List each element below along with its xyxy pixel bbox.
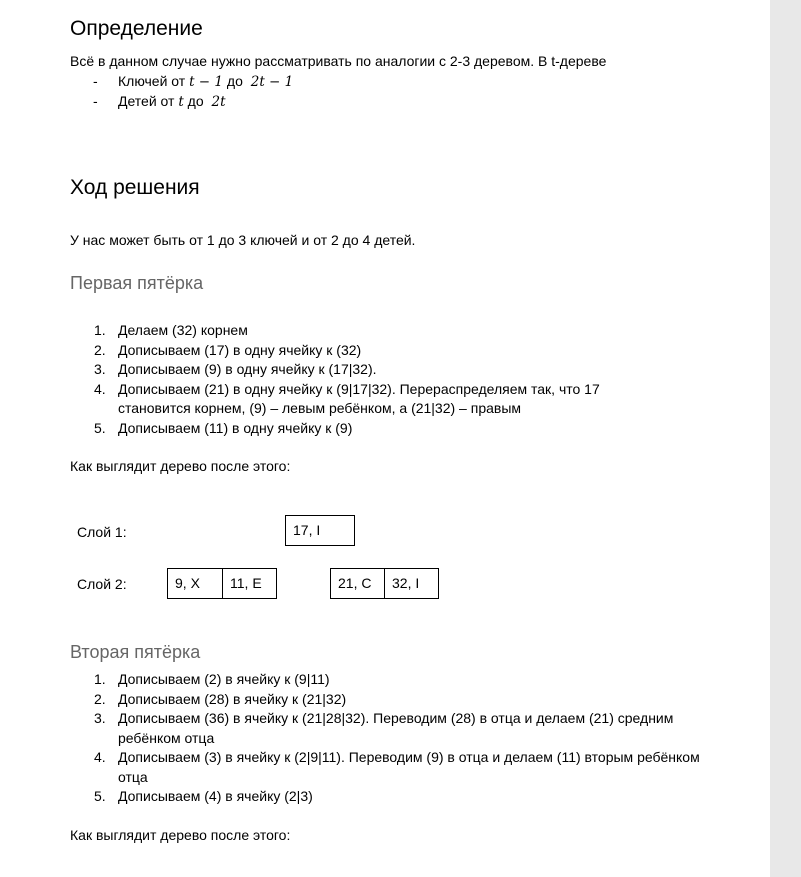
tree-node-cell: 32, I xyxy=(384,568,439,599)
second-five-steps xyxy=(70,670,718,807)
bullet-item xyxy=(0,92,770,112)
first-five-after-text: Как выглядит дерево после этого: xyxy=(70,458,291,474)
tree-node-cell: 9, X xyxy=(167,568,223,599)
list-item: 5. Дописываем (4) в ячейку (2|3) xyxy=(94,788,313,804)
definition-heading: Определение xyxy=(70,17,203,40)
bullet-item xyxy=(0,72,770,92)
bullet-text: до xyxy=(223,73,247,89)
list-item: 3. Дописываем (36) в ячейку к (21|28|32). Переводим (28) в отца и делаем (21) средним ребёнком отца xyxy=(94,710,674,746)
list-item: 2. Дописываем (28) в ячейку к (21|32) xyxy=(94,690,347,707)
math-expression: 2t − 1 xyxy=(250,74,294,90)
first-five-steps xyxy=(70,321,678,438)
first-five-heading: Первая пятёрка xyxy=(70,273,204,293)
list-item: 3. Дописываем (9) в одну ячейку к (17|32). xyxy=(94,361,377,377)
list-item: 5. Дописываем (11) в одну ячейку к (9) xyxy=(94,419,353,436)
solution-heading: Ход решения xyxy=(70,176,200,199)
math-expression: t xyxy=(178,94,184,110)
bullet-marker: - xyxy=(93,93,98,109)
math-expression: t − 1 xyxy=(189,74,224,90)
bullet-text: Ключей от xyxy=(118,73,190,89)
bullet-marker: - xyxy=(93,73,98,89)
bullet-text: Детей от xyxy=(118,93,179,109)
list-item: 1. Делаем (32) корнем xyxy=(94,322,248,338)
bullet-text: до xyxy=(183,93,208,109)
layer1-label: Слой 1: xyxy=(77,524,127,540)
list-item: 1. Дописываем (2) в ячейку к (9|11) xyxy=(94,671,330,687)
math-expression: 2t xyxy=(211,94,226,110)
tree-node-cell: 17, I xyxy=(285,515,355,546)
right-scroll-panel xyxy=(770,0,801,877)
list-item: 2. Дописываем (17) в одну ячейку к (32) xyxy=(94,341,362,358)
definition-intro: Всё в данном случае нужно рассматривать по аналогии с 2-3 деревом. В t-дереве xyxy=(70,53,607,69)
tree-node-cell: 21, C xyxy=(330,568,385,599)
layer2-label: Слой 2: xyxy=(77,576,127,592)
list-item: 4. Дописываем (21) в одну ячейку к (9|17|32). Перераспределяем так, что 17 становится корнем, (9) – левым ребёнком, а (21|32) – правым xyxy=(94,380,600,416)
list-item: 4. Дописываем (3) в ячейку к (2|9|11). Переводим (9) в отца и делаем (11) вторым ребёнком отца xyxy=(94,749,700,785)
solution-intro: У нас может быть от 1 до 3 ключей и от 2 до 4 детей. xyxy=(70,232,416,248)
second-five-heading: Вторая пятёрка xyxy=(70,642,201,662)
second-five-after-text: Как выглядит дерево после этого: xyxy=(70,827,291,843)
tree-node-cell: 11, E xyxy=(222,568,277,599)
